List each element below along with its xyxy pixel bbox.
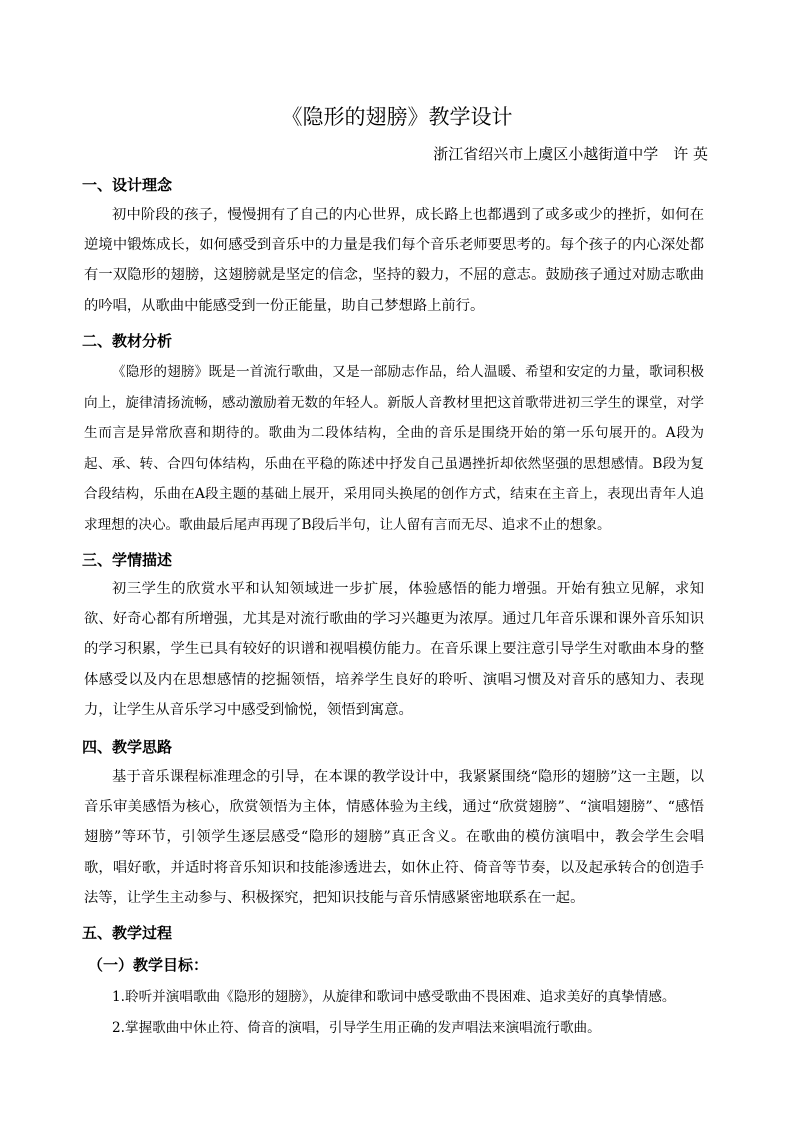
section-heading-5: 五、教学过程: [82, 924, 173, 942]
objective-item: 1.聆听并演唱歌曲《隐形的翅膀》，从旋律和歌词中感受歌曲不畏困难、追求美好的真挚情感。: [112, 989, 676, 1005]
objective-item: 2.掌握歌曲中休止符、倚音的演唱，引导学生用正确的发声唱法来演唱流行歌曲。: [112, 1020, 601, 1036]
document-title: 《隐形的翅膀》教学设计: [281, 105, 513, 129]
section-paragraph-3: 初三学生的欣赏水平和认知领域进一步扩展，体验感悟的能力增强。开始有独立见解，求知欲、好奇心都有所增强，尤其是对流行歌曲的学习兴趣更为浓厚。通过几年音乐课和课外音乐知识的学习积累，学生已具有较好的识谱和视唱模仿能力。在音乐课上要注意引导学生对歌曲本身的整体感受以及内在思想感情的挖掘领悟，培养学生良好的聆听、演唱习惯及对音乐的感知力、表现力，让学生从音乐学习中感受到愉悦，领悟到寓意。: [84, 581, 704, 718]
section-paragraph-1: 初中阶段的孩子，慢慢拥有了自己的内心世界，成长路上也都遇到了或多或少的挫折，如何在逆境中锻炼成长，如何感受到音乐中的力量是我们每个音乐老师要思考的。每个孩子的内心深处都有一双隐形的翅膀，这翅膀就是坚定的信念，坚持的毅力，不屈的意志。鼓励孩子通过对励志歌曲的吟唱，从歌曲中能感受到一份正能量，助自己梦想路上前行。: [84, 207, 704, 314]
section-paragraph-2: 《隐形的翅膀》既是一首流行歌曲，又是一部励志作品，给人温暖、希望和安定的力量，歌词积极向上，旋律清扬流畅，感动激励着无数的年轻人。新版人音教材里把这首歌带进初三学生的课堂，对学生而言是异常欣喜和期待的。歌曲为二段体结构，全曲的音乐是围绕开始的第一乐句展开的。A段为起、承、转、合四句体结构，乐曲在平稳的陈述中抒发自己虽遇挫折却依然坚强的思想感情。B段为复合段结构，乐曲在A段主题的基础上展开，采用同头换尾的创作方式，结束在主音上，表现出青年人追求理想的决心。歌曲最后尾声再现了B段后半句，让人留有言而无尽、追求不止的想象。: [84, 364, 704, 533]
author-line: 浙江省绍兴市上虞区小越街道中学 许 英: [433, 145, 708, 163]
section-heading-3: 三、学情描述: [82, 551, 173, 569]
section-heading-2: 二、教材分析: [82, 332, 173, 350]
section-subheading-objectives: （一）教学目标：: [88, 956, 209, 974]
section-heading-4: 四、教学思路: [82, 738, 173, 756]
section-paragraph-4: 基于音乐课程标准理念的引导，在本课的教学设计中，我紧紧围绕“隐形的翅膀”这一主题，以音乐审美感悟为核心，欣赏领悟为主体，情感体验为主线，通过“欣赏翅膀”、“演唱翅膀”、“感悟翅膀”等环节，引领学生逐层感受“隐形的翅膀”真正含义。在歌曲的模仿演唱中，教会学生会唱歌，唱好歌，并适时将音乐知识和技能渗透进去，如休止符、倚音等节奏，以及起承转合的创造手法等，让学生主动参与、积极探究，把知识技能与音乐情感紧密地联系在一起。: [84, 769, 704, 906]
section-heading-1: 一、设计理念: [82, 176, 173, 194]
